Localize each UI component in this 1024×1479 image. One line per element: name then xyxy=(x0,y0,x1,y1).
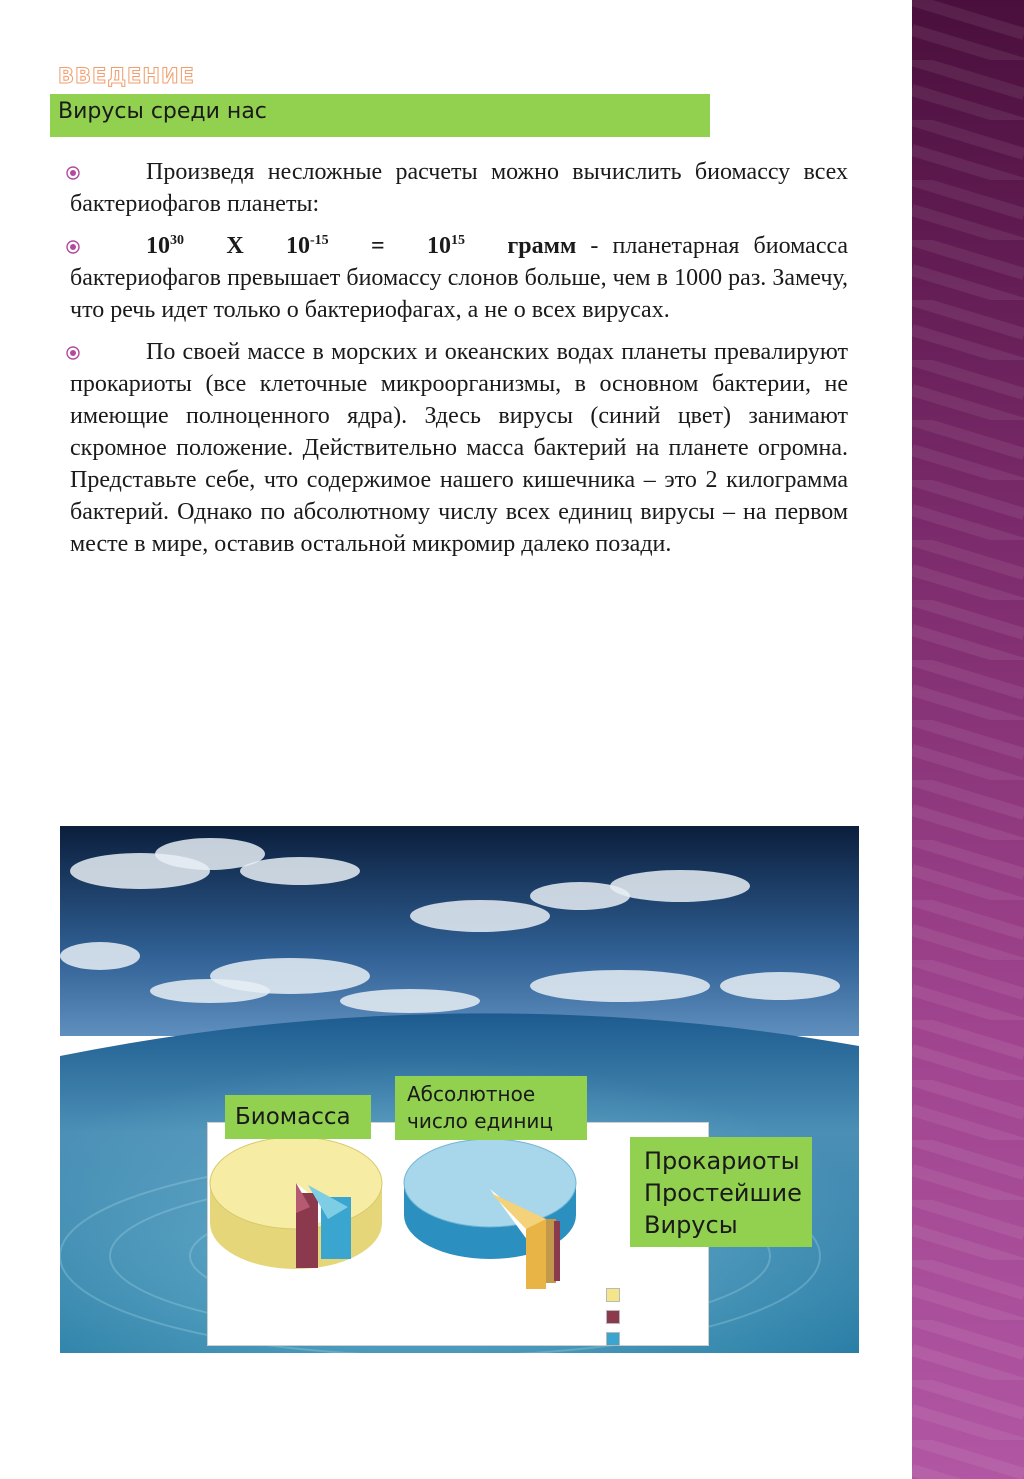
legend-item: Простейшие xyxy=(644,1179,802,1207)
absolute-pie xyxy=(404,1139,576,1289)
side-decorative-band xyxy=(912,0,1024,1479)
legend-item: Вирусы xyxy=(644,1211,738,1239)
page-title: Вирусы среди нас xyxy=(58,99,267,124)
bullet-icon xyxy=(66,166,80,180)
slice-prokaryotes xyxy=(526,1219,546,1289)
title-bar xyxy=(50,94,710,137)
legend-swatch-viruses xyxy=(606,1332,620,1346)
section-label: ВВЕДЕНИЕ xyxy=(58,64,195,88)
absolute-number-label: Абсолютное число единиц xyxy=(395,1076,587,1140)
bullet-text: По своей массе в морских и океанских водах планеты превалируют прокариоты (все клеточные микроорганизмы, в основном бактерии, не имеющие полноценного ядра). Здесь вирусы (синий цвет) занимают скромное положение. Действительно масса бактерий на планете огромна. Представьте себе, что содержимое нашего кишечника – это 2 килограмма бактерий. Однако по абсолютному числу всех единиц вирусы – на первом месте в мире, оставив остальной микромир далеко позади. xyxy=(70,339,848,557)
bullet-item xyxy=(66,156,848,220)
biomass-label: Биомасса xyxy=(225,1095,371,1139)
slice-protozoa xyxy=(554,1221,560,1281)
bullet-item xyxy=(66,336,848,560)
bullet-icon xyxy=(66,240,80,254)
bullet-icon xyxy=(66,346,80,360)
bullet-text: Произведя несложные расчеты можно вычислить биомассу всех бактериофагов планеты: xyxy=(70,159,848,217)
biomass-pie xyxy=(210,1137,382,1269)
bullet-list xyxy=(66,156,848,570)
bullet-text: - планетарная биомасса бактериофагов превышает биомассу слонов больше, чем в 1000 раз. Замечу, что речь идет только о бактериофагах, а не о всех вирусах. xyxy=(70,233,849,323)
legend-swatch-prokaryotes xyxy=(606,1288,620,1302)
pie-top-viruses xyxy=(404,1139,576,1227)
legend-box xyxy=(630,1137,812,1247)
bullet-item xyxy=(66,230,848,326)
legend-item: Прокариоты xyxy=(644,1147,800,1175)
formula: $10^{30}$ Х $10^{-15}$ = $10^{15}$ грамм xyxy=(146,233,577,259)
legend-swatch-protozoa xyxy=(606,1310,620,1324)
ocean-figure xyxy=(60,826,859,1353)
